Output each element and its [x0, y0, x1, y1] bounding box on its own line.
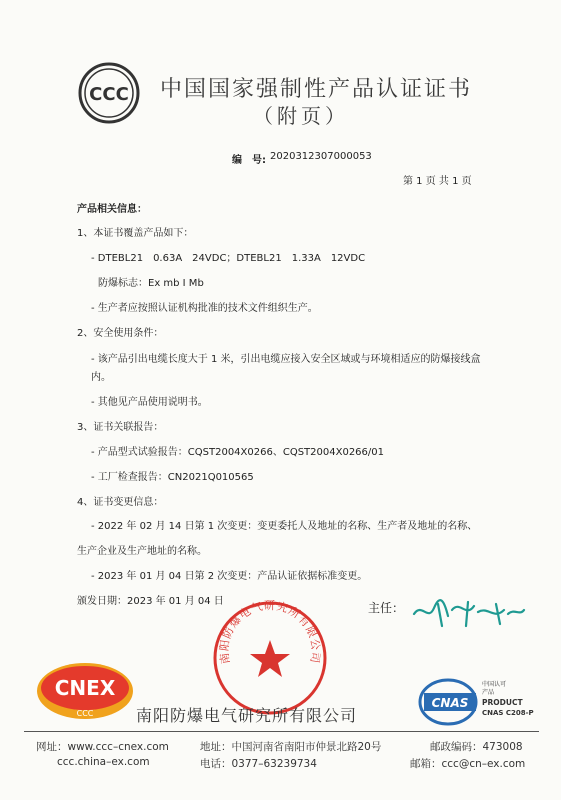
cnas-cn-text: 中国认可	[482, 681, 507, 688]
issue-date: 颁发日期：2023 年 01 月 04 日	[77, 596, 224, 607]
item-4-change-1-cont: 生产企业及生产地址的名称。	[77, 546, 207, 557]
ccc-mark-icon	[78, 62, 140, 124]
item-1-heading: 1、本证书覆盖产品如下：	[77, 228, 194, 239]
ccc-mark-text: CCC	[89, 84, 129, 105]
item-3-factory-report: - 工厂检查报告：CN2021Q010565	[91, 472, 254, 483]
item-2-cable-condition: - 该产品引出电缆长度大于 1 米，引出电缆应接入安全区域或与环境相适应的防爆接线盒内。	[91, 354, 481, 383]
item-4-heading: 4、证书变更信息：	[77, 497, 164, 508]
footer-postcode: 邮政编码：473008	[430, 741, 523, 753]
cnas-text: CNAS	[431, 696, 469, 710]
item-3-type-test-report: - 产品型式试验报告：CQST2004X0266、CQST2004X0266/01	[91, 447, 384, 458]
item-1-products: - DTEBL21 0.63A 24VDC；DTEBL21 1.33A 12VDC	[91, 253, 366, 264]
certificate-subtitle: （附页）	[253, 104, 349, 128]
cert-number-label: 编 号:	[232, 155, 266, 166]
cnex-logo	[35, 660, 135, 722]
cnex-text: CNEX	[54, 676, 116, 700]
item-1-ex-marking: 防爆标志：Ex mb Ⅰ Mb	[98, 278, 204, 289]
cnas-product-text: PRODUCT	[482, 698, 523, 707]
page-info: 第 1 页 共 1 页	[403, 176, 472, 187]
footer-divider	[24, 731, 539, 732]
cnas-logo	[418, 676, 556, 728]
cnex-sub-text: CCC	[76, 709, 94, 718]
section-heading: 产品相关信息：	[77, 204, 147, 215]
company-seal	[212, 600, 328, 716]
cert-number: 2020312307000053	[270, 151, 372, 162]
item-2-manual-note: - 其他见产品使用说明书。	[91, 397, 208, 408]
item-1-production-note: - 生产者应按照认证机构批准的技术文件组织生产。	[91, 303, 318, 314]
cnas-cn-product-text: 产品	[482, 689, 495, 696]
organization-name: 南阳防爆电气研究所有限公司	[136, 706, 358, 725]
star-icon	[250, 640, 290, 677]
item-4-change-2: - 2023 年 01 月 04 日第 2 次变更：产品认证依据标准变更。	[91, 571, 368, 582]
footer-address: 地址：中国河南省南阳市仲景北路20号	[200, 741, 382, 753]
director-label: 主任：	[368, 601, 405, 615]
item-3-heading: 3、证书关联报告：	[77, 422, 164, 433]
seal-ring-text: 南阳防爆电气研究所有限公司	[217, 600, 323, 665]
footer-email[interactable]: 邮箱：ccc@cn–ex.com	[410, 758, 526, 770]
item-4-change-1: - 2022 年 02 月 14 日第 1 次变更：变更委托人及地址的名称、生产者及地址的名称、	[91, 521, 478, 532]
item-2-heading: 2、安全使用条件：	[77, 328, 164, 339]
certificate-title: 中国国家强制性产品认证证书	[160, 77, 473, 102]
footer-phone: 电话：0377–63239734	[200, 758, 317, 770]
cnas-code-text: CNAS C208-P	[482, 709, 534, 717]
footer-website-1[interactable]: 网址：www.ccc–cnex.com	[36, 741, 169, 753]
director-signature	[408, 592, 528, 632]
footer-website-2[interactable]: ccc.china–ex.com	[57, 756, 150, 768]
